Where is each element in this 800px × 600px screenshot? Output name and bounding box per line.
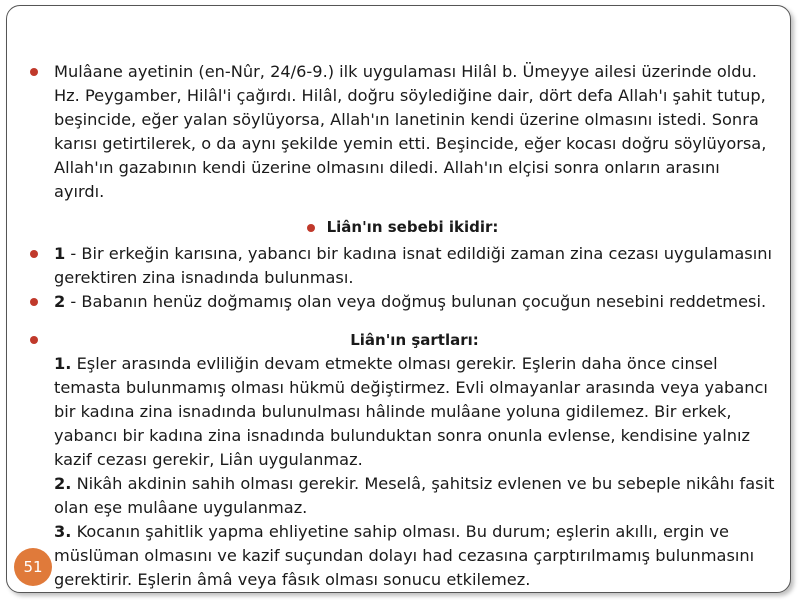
bullet-item-ayet bbox=[30, 60, 775, 204]
reason-text: - Babanın henüz doğmamış olan veya doğmuş bulunan çocuğun nesebini reddetmesi. bbox=[65, 292, 767, 311]
condition-number: 3. bbox=[54, 522, 72, 541]
bullet-dot-icon bbox=[30, 68, 38, 76]
bullet-item-reason-2 bbox=[30, 290, 775, 314]
condition-text: Nikâh akdinin sahih olması gerekir. Meselâ, şahitsiz evlenen ve bu sebeple nikâhı fasit olan eşe mulâane uygulanmaz. bbox=[54, 474, 775, 517]
heading-sebep: Liân'ın sebebi ikidir: bbox=[30, 218, 775, 236]
slide-content bbox=[30, 60, 775, 592]
condition-text: Eşler arasında evliliğin devam etmekte olması gerekir. Eşlerin daha önce cinsel temasta bulunmamış olması hükmü değiştirmez. Evli olmayanlar arasında veya yabancı bir kadına zina isnadında bulunulması hâlinde mulâane yoluna gidilemez. Bir erkek, yabancı bir kadına zina isnadında bulunduktan sonra onunla evlense, kendisine yalnız kazif cezası gerekir, Liân uygulanmaz. bbox=[54, 354, 768, 469]
reason-number: 1 bbox=[54, 244, 66, 263]
reason-number: 2 bbox=[54, 292, 66, 311]
bullet-dot-icon bbox=[30, 250, 38, 258]
bullet-dot-icon bbox=[307, 224, 315, 232]
page-number-badge: 51 bbox=[14, 548, 52, 586]
condition-number: 1. bbox=[54, 354, 72, 373]
bullet-item-reason-1 bbox=[30, 242, 775, 290]
condition-text: Kocanın şahitlik yapma ehliyetine sahip olması. Bu durum; eşlerin akıllı, ergin ve müslüman olmasını ve kazif suçundan dolayı had cezasına çarptırılmamış bulunmasını gerektirir. Eşlerin âmâ veya fâsık olması sonucu etkilemez. bbox=[54, 522, 755, 589]
paragraph-mulaane: Mulâane ayetinin (en-Nûr, 24/6-9.) ilk uygulaması Hilâl b. Ümeyye ailesi üzerinde oldu. Hz. Peygamber, Hilâl'i çağırdı. Hilâl, doğru söylediğine dair, dört defa Allah'ı şahit tutup, beşincide, eğer yalan söylüyorsa, Allah'ın lanetinin kendi üzerine olmasını istedi. Sonra karısı getirtilerek, o da aynı şekilde yemin etti. Beşincide, eğer kocası doğru söylüyorsa, Allah'ın gazabının kendi üzerine olmasını diledi. Allah'ın elçisi sonra onların arasını ayırdı. bbox=[54, 62, 767, 201]
reason-text: - Bir erkeğin karısına, yabancı bir kadına isnat edildiği zaman zina cezası uygulamasını gerektiren zina isnadında bulunması. bbox=[54, 244, 772, 287]
condition-number: 2. bbox=[54, 474, 72, 493]
heading-sartlar: Liân'ın şartları: bbox=[350, 331, 479, 349]
bullet-dot-icon bbox=[30, 298, 38, 306]
bullet-item-conditions bbox=[30, 328, 775, 592]
bullet-dot-icon bbox=[30, 336, 38, 344]
